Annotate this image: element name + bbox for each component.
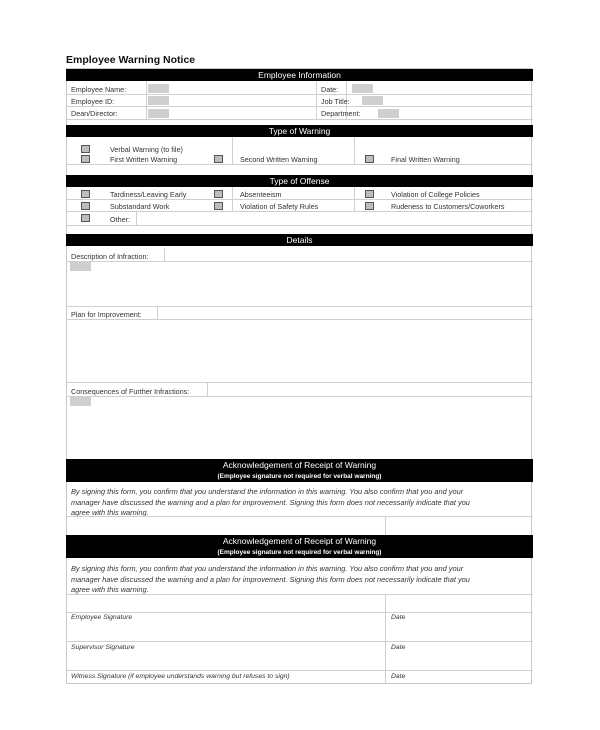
violation-policies-label: Violation of College Policies — [391, 190, 480, 199]
absenteeism-label: Absenteeism — [240, 190, 282, 199]
job-title-field[interactable] — [362, 96, 383, 105]
employee-id-field[interactable] — [148, 96, 169, 105]
dean-director-label: Dean/Director: — [71, 109, 118, 118]
final-written-warning-label: Final Written Warning — [391, 155, 460, 164]
verbal-warning-checkbox[interactable] — [81, 145, 90, 153]
rudeness-checkbox[interactable] — [365, 202, 374, 210]
acknowledgement-text-2: By signing this form, you confirm that you understand the information in this warning. You also confirm that you and your manager have discussed the warning and a plan for improvement. Signing this form does not necessarily indicate that you agree with this warning. — [71, 564, 470, 595]
violation-policies-checkbox[interactable] — [365, 190, 374, 198]
substandard-work-label: Substandard Work — [110, 202, 170, 211]
employee-signature-label: Employee Signature — [71, 614, 133, 621]
acknowledgement-subheader-1: (Employee signature not required for verbal warning) — [66, 471, 533, 482]
rudeness-label: Rudeness to Customers/Coworkers — [391, 202, 505, 211]
consequences-field[interactable] — [70, 397, 91, 406]
dean-director-field[interactable] — [148, 109, 169, 118]
employee-information-header: Employee Information — [66, 69, 533, 81]
other-label: Other: — [110, 215, 130, 224]
other-checkbox[interactable] — [81, 214, 90, 222]
employee-id-label: Employee ID: — [71, 97, 115, 106]
final-written-warning-checkbox[interactable] — [365, 155, 374, 163]
type-of-offense-header: Type of Offense — [66, 175, 533, 187]
department-field[interactable] — [378, 109, 399, 118]
second-written-warning-label: Second Written Warning — [240, 155, 318, 164]
witness-signature-label: Witness Signature (if employee understands warning but refuses to sign) — [71, 673, 290, 680]
acknowledgement-text-1: By signing this form, you confirm that you understand the information in this warning. You also confirm that you and your manager have discussed the warning and a plan for improvement. Signing this form does not necessarily indicate that you agree with this warning. — [71, 487, 470, 518]
consequences-label: Consequences of Further Infractions: — [71, 387, 190, 396]
tardiness-label: Tardiness/Leaving Early — [110, 190, 187, 199]
description-field[interactable] — [70, 262, 91, 271]
date-label: Date: — [321, 85, 339, 94]
violation-safety-checkbox[interactable] — [214, 202, 223, 210]
date-field[interactable] — [352, 84, 373, 93]
supervisor-signature-label: Supervisor Signature — [71, 644, 135, 651]
substandard-work-checkbox[interactable] — [81, 202, 90, 210]
plan-label: Plan for Improvement: — [71, 310, 142, 319]
department-label: Department: — [321, 109, 361, 118]
tardiness-checkbox[interactable] — [81, 190, 90, 198]
employee-name-label: Employee Name: — [71, 85, 127, 94]
type-of-warning-header: Type of Warning — [66, 125, 533, 137]
employee-name-field[interactable] — [148, 84, 169, 93]
verbal-warning-label: Verbal Warning (to file) — [110, 145, 183, 154]
job-title-label: Job Title: — [321, 97, 350, 106]
supervisor-signature-date-label: Date — [391, 644, 406, 651]
absenteeism-checkbox[interactable] — [214, 190, 223, 198]
document-title: Employee Warning Notice — [66, 54, 196, 66]
witness-signature-date-label: Date — [391, 673, 406, 680]
first-written-warning-checkbox[interactable] — [81, 155, 90, 163]
description-label: Description of Infraction: — [71, 252, 149, 261]
acknowledgement-header-2: Acknowledgement of Receipt of Warning — [66, 535, 533, 547]
first-written-warning-label: First Written Warning — [110, 155, 178, 164]
acknowledgement-subheader-2: (Employee signature not required for verbal warning) — [66, 547, 533, 558]
employee-signature-date-label: Date — [391, 614, 406, 621]
violation-safety-label: Violation of Safety Rules — [240, 202, 319, 211]
second-written-warning-checkbox[interactable] — [214, 155, 223, 163]
acknowledgement-header-1: Acknowledgement of Receipt of Warning — [66, 459, 533, 471]
details-header: Details — [66, 234, 533, 246]
